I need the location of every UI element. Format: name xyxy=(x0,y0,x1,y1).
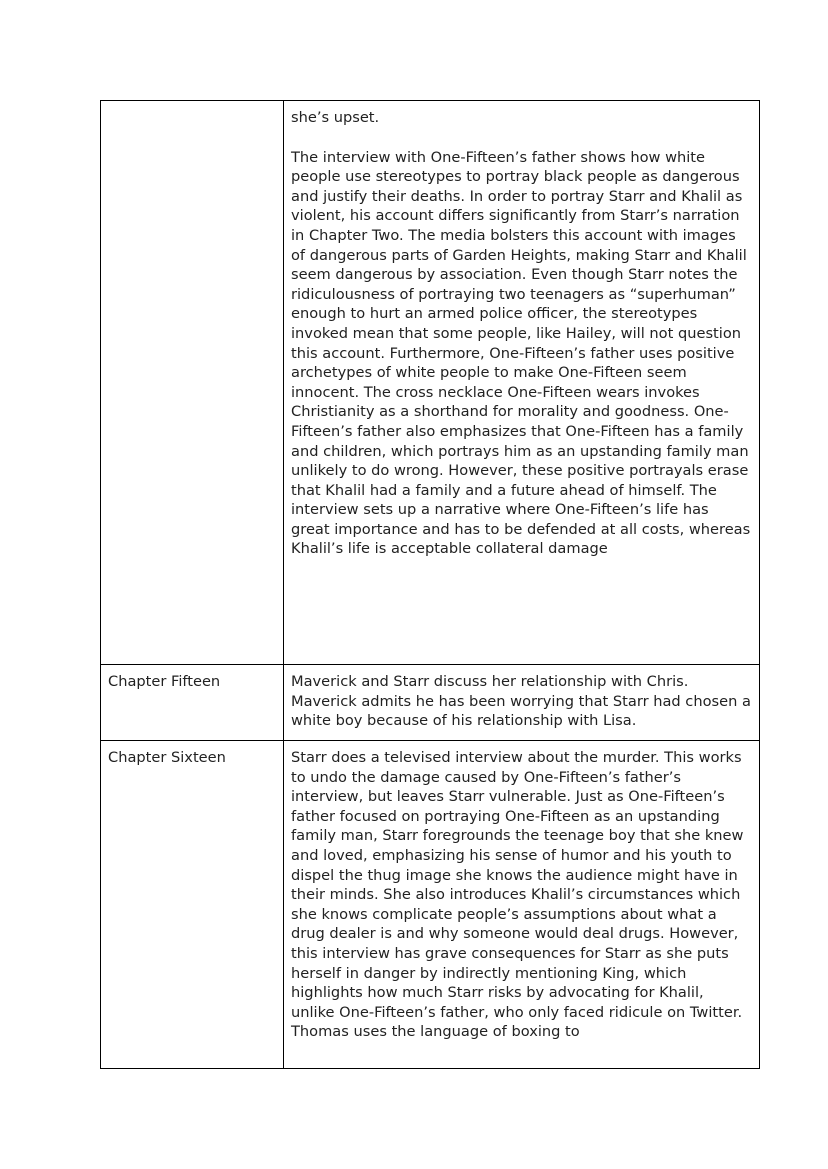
summary-paragraph: Maverick and Starr discuss her relationship with Chris. Maverick admits he has been worrying that Starr had chosen a white boy because of his relationship with Lisa. xyxy=(291,673,751,730)
summary-cell xyxy=(284,101,760,665)
summary-paragraph: she’s upset. xyxy=(291,109,380,126)
table-row xyxy=(101,665,760,741)
table-row xyxy=(101,101,760,665)
chapter-cell: Chapter Fifteen xyxy=(101,665,284,741)
chapter-cell xyxy=(101,101,284,665)
summary-paragraph: The interview with One-Fifteen’s father shows how white people use stereotypes to portray black people as dangerous and justify their deaths. In order to portray Starr and Khalil as violent, his account differs significantly from Starr’s narration in Chapter Two. The media bolsters this account with images of dangerous parts of Garden Heights, making Starr and Khalil seem dangerous by association. Even though Starr notes the ridiculousness of portraying two teenagers as “superhuman” enough to hurt an armed police officer, the stereotypes invoked mean that some people, like Hailey, will not question this account. Furthermore, One-Fifteen’s father uses positive archetypes of white people to make One-Fifteen seem innocent. The cross necklace One-Fifteen wears invokes Christianity as a shorthand for morality and goodness. One-Fifteen’s father also emphasizes that One-Fifteen has a family and children, which portrays him as an upstanding family man unlikely to do wrong. However, these positive portrayals erase that Khalil had a family and a future ahead of himself. The interview sets up a narrative where One-Fifteen’s life has great importance and has to be defended at all costs, whereas Khalil’s life is acceptable collateral damage xyxy=(291,148,751,558)
chapter-cell: Chapter Sixteen xyxy=(101,741,284,1069)
summary-cell xyxy=(284,741,760,1069)
summary-paragraph: Starr does a televised interview about the murder. This works to undo the damage caused by One-Fifteen’s father’s interview, but leaves Starr vulnerable. Just as One-Fifteen’s father focused on portraying One-Fifteen as an upstanding family man, Starr foregrounds the teenage boy that she knew and loved, emphasizing his sense of humor and his youth to dispel the thug image she knows the audience might have in their minds. She also introduces Khalil’s circumstances which she knows complicate people’s assumptions about what a drug dealer is and why someone would deal drugs. However, this interview has grave consequences for Starr as she puts herself in danger by indirectly mentioning King, which highlights how much Starr risks by advocating for Khalil, unlike One-Fifteen’s father, who only faced ridicule on Twitter. Thomas uses the language of boxing to xyxy=(291,749,744,1041)
summary-cell xyxy=(284,665,760,741)
chapter-summary-table xyxy=(100,100,760,1069)
table-row xyxy=(101,741,760,1069)
